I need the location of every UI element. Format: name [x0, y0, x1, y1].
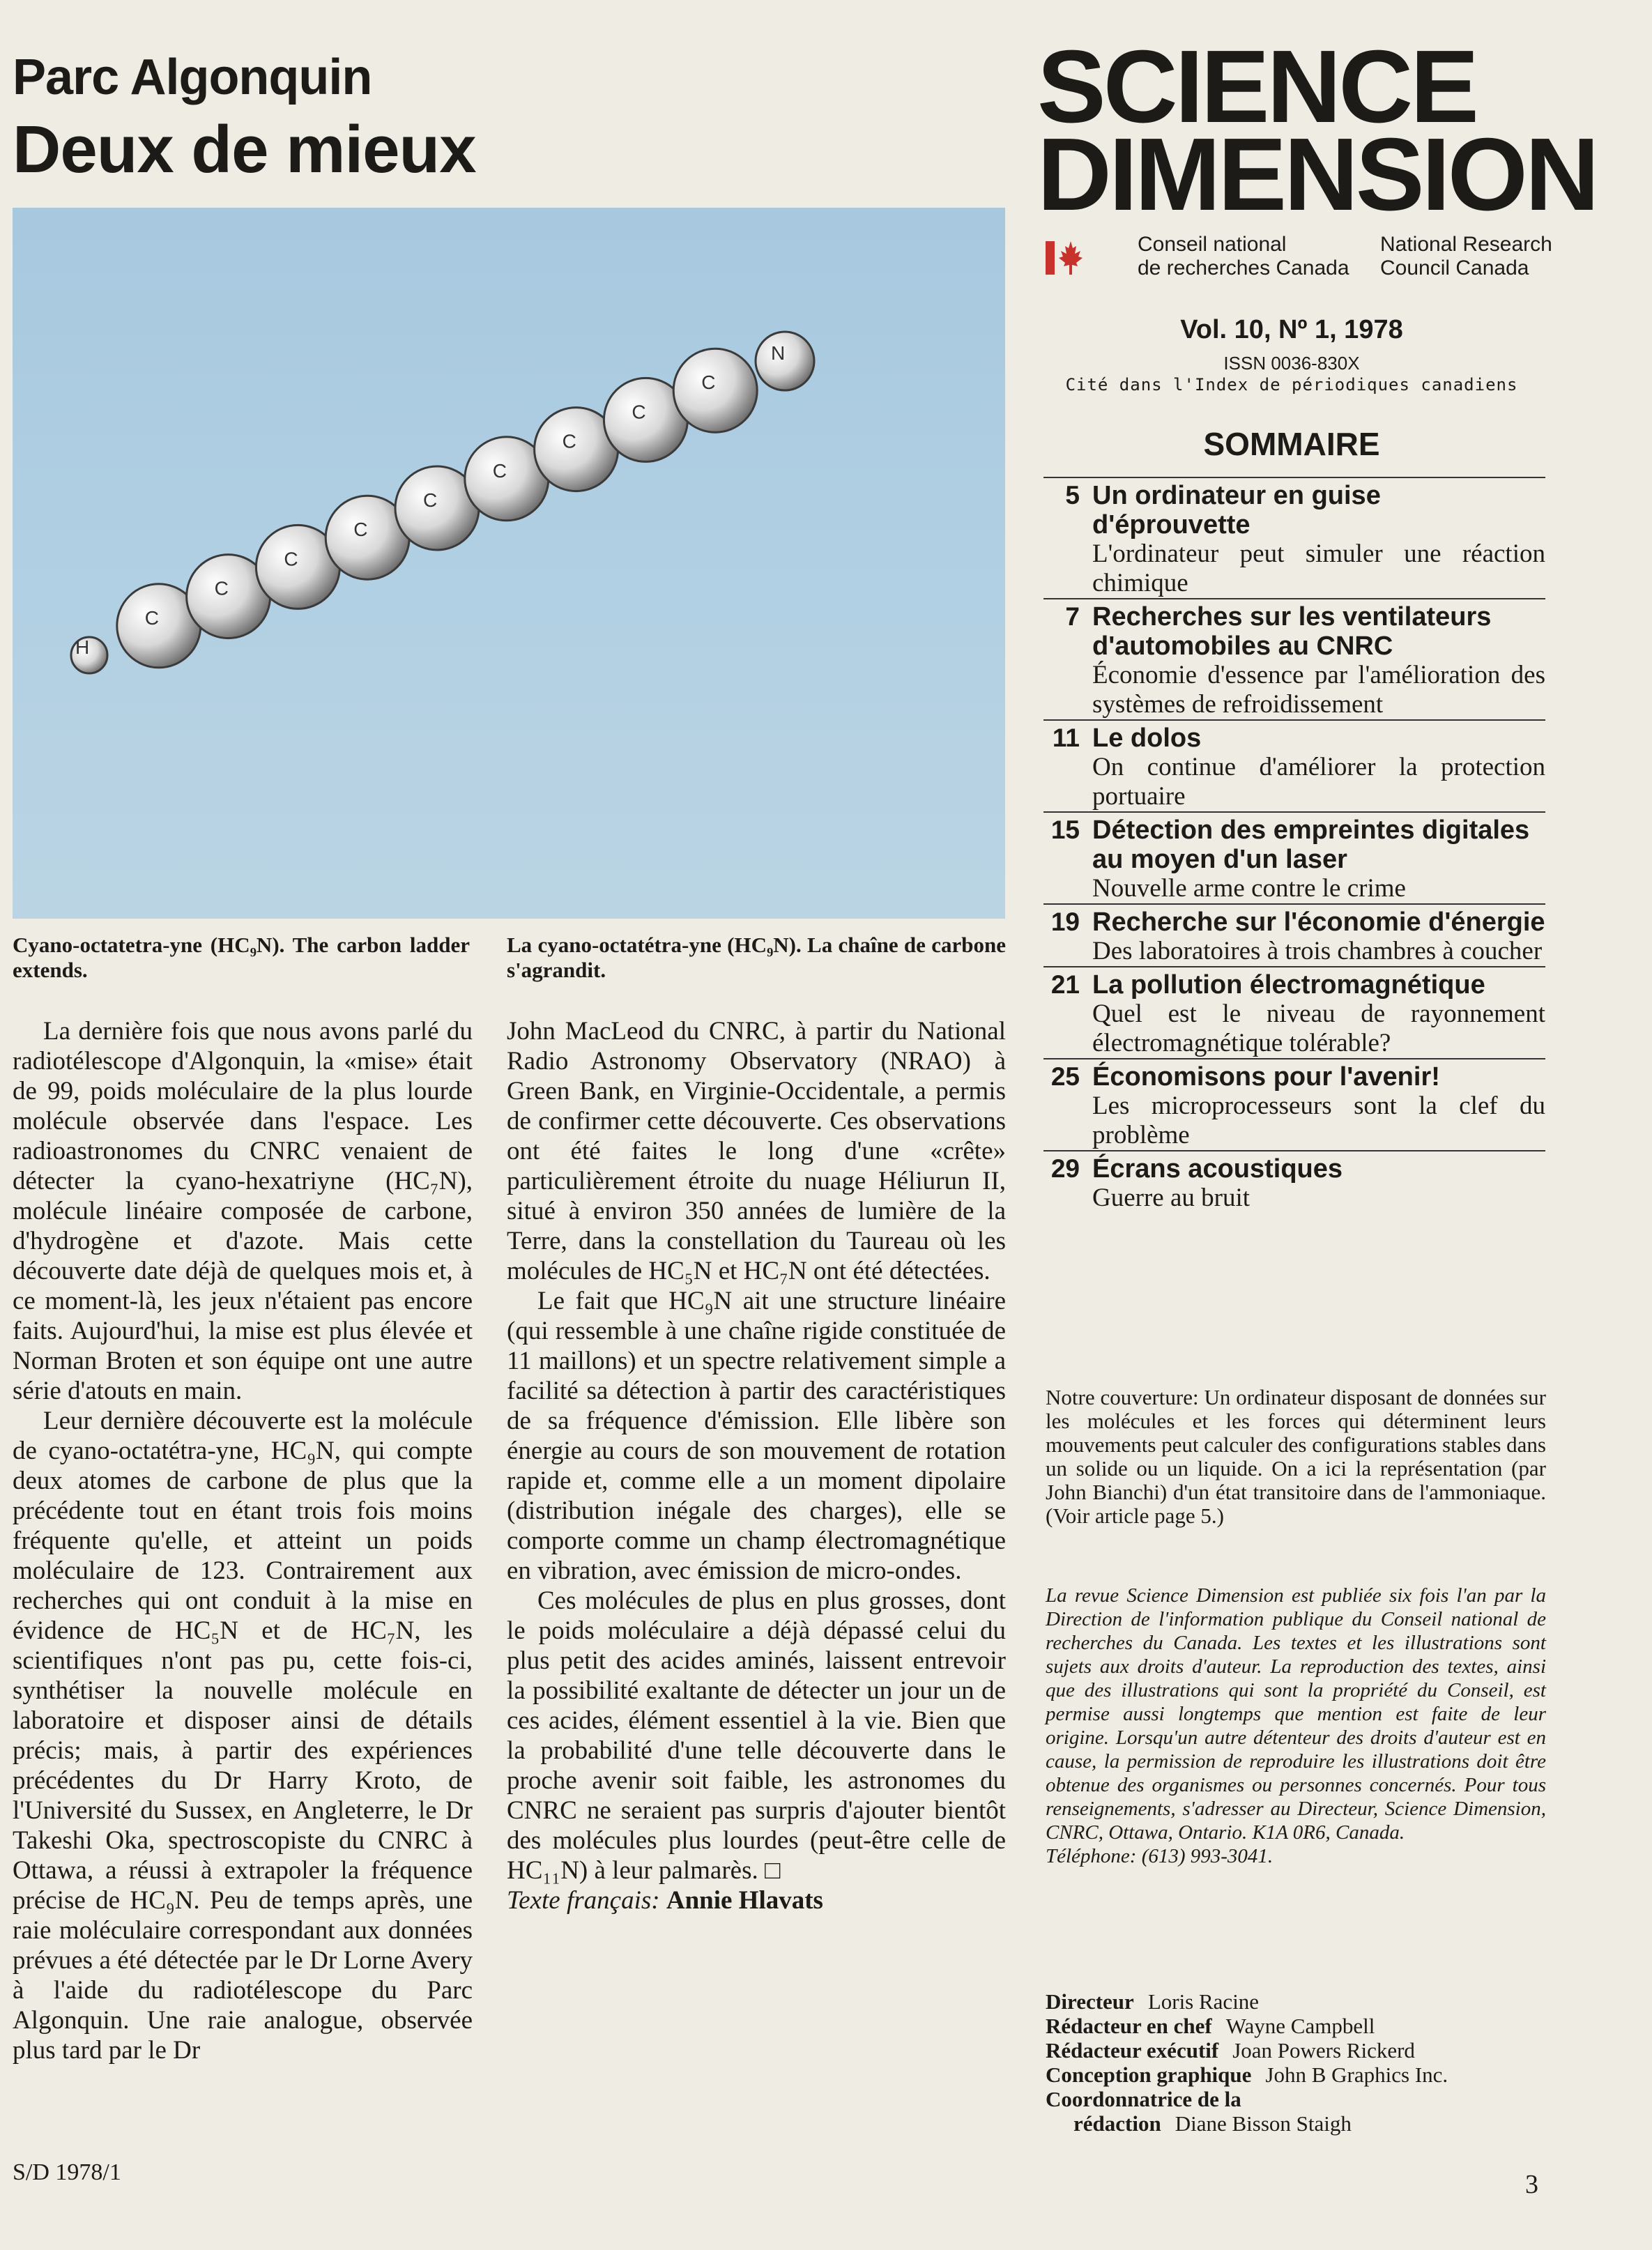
molecule-chain [13, 208, 1005, 919]
masthead [1037, 29, 1597, 232]
toc-description: Les microprocesseurs sont la clef du problème [1092, 1092, 1545, 1149]
translator-credit [507, 1885, 1006, 1915]
nrc-fr-line: Conseil national [1138, 233, 1287, 256]
cover-note: Notre couverture: Un ordinateur disposant de données sur les molécules et les forces qui déterminent leurs mouvements peut calculer des configurations stables dans un solide ou un liquide. On a ici la représentation (par John Bianchi) d'un état transitoire dans de l'ammoniaque. (Voir article page 5.) [1046, 1385, 1546, 1528]
canada-flag-icon [1046, 240, 1083, 276]
toc-item[interactable] [1043, 477, 1545, 598]
toc-page-number: 19 [1050, 908, 1080, 936]
toc-page-number: 21 [1050, 970, 1080, 999]
toc-entry [1092, 816, 1545, 903]
svg-text:C: C [423, 489, 438, 511]
toc-title: La pollution électromagnétique [1092, 970, 1485, 1000]
credit-name: Joan Powers Rickerd [1232, 2038, 1415, 2062]
atom-n [756, 332, 814, 390]
caption-french: La cyano-octatétra-yne (HC₉N). La chaîne de carbone s'agrandit. [507, 933, 1006, 982]
toc-entry [1092, 1062, 1545, 1150]
toc-page-number: 25 [1050, 1062, 1080, 1091]
credit-name: Diane Bisson Staigh [1175, 2111, 1352, 2136]
article-paragraph: Le fait que HC₉N ait une structure linéaire (qui ressemble à une chaîne rigide constituée de 11 maillons) et un spectre relativement simple a facilité sa détection à partir des caractéristiques de sa fréquence d'émission. Elle libère son énergie au cours de son mouvement de rotation rapide et, comme elle a un moment dipolaire (distribution inégale des charges), elle se comporte comme un champ électromagnétique en vibration, avec émission de micro-ondes. [507, 1287, 1006, 1585]
toc-title: Un ordinateur en guise d'éprouvette [1092, 481, 1381, 539]
toc-entry [1092, 970, 1545, 1058]
notice-text: La revue Science Dimension est publiée six fois l'an par la Direction de l'information publique du Conseil national de recherches du Canada. Les textes et les illustrations sont sujets aux droits d'auteur. La reproduction des textes, ainsi que des illustrations qui sont la propriété du Conseil, est permise aussi longtemps que mention est faite de leur origine. Lorsqu'un autre détenteur des droits d'auteur est en cause, la permission de reproduire les illustrations doit être obtenue des organismes ou personnes concernés. Pour tous renseignements, s'adresser au Directeur, Science Dimension, CNRC, Ottawa, Ontario. K1A 0R6, Canada. [1046, 1584, 1546, 1844]
index-note: Cité dans l'Index de périodiques canadiens [1065, 375, 1518, 395]
toc-item[interactable] [1043, 966, 1545, 1058]
credit-role: Coordonnatrice de la [1046, 2087, 1241, 2111]
nrc-en-line: National Research [1380, 233, 1552, 256]
masthead-line-2: DIMENSION [1037, 117, 1597, 232]
toc-entry [1092, 481, 1545, 598]
article-column-2 [507, 1016, 1006, 1915]
toc-item[interactable] [1043, 811, 1545, 903]
toc-description: On continue d'améliorer la protection portuaire [1092, 753, 1545, 811]
credit-role: Conception graphique [1046, 2062, 1252, 2087]
nrc-en-line: Council Canada [1380, 257, 1529, 280]
caption-english: Cyano-octatetra-yne (HC₉N). The carbon ladder extends. [13, 933, 470, 982]
toc-page-number: 5 [1065, 481, 1080, 510]
toc-page-number: 7 [1065, 602, 1080, 631]
article-headline: Deux de mieux [13, 112, 476, 187]
table-of-contents [1043, 477, 1545, 1213]
credit-name: John B Graphics Inc. [1265, 2062, 1448, 2087]
translator-name: Annie Hlavats [666, 1886, 823, 1915]
toc-page-number: 15 [1050, 816, 1080, 844]
svg-text:C: C [214, 577, 229, 599]
toc-heading: SOMMAIRE [1203, 426, 1380, 462]
svg-text:C: C [701, 372, 716, 394]
toc-item[interactable] [1043, 719, 1545, 811]
credit-line [1046, 2014, 1561, 2038]
svg-text:C: C [492, 459, 507, 482]
article-paragraph: John MacLeod du CNRC, à partir du National Radio Astronomy Observatory (NRAO) à Green Bank, en Virginie-Occidentale, a permis de confirmer cette découverte. Ces observations ont été faites le long d'une «crête» particulièrement étroite du nuage Héliurun II, situé à environ 350 années de lumière de la Terre, dans la constellation du Taureau où les molécules de HC₅N et HC₇N ont été détectées. [507, 1017, 1006, 1285]
section-kicker: Parc Algonquin [13, 49, 372, 105]
toc-entry [1092, 724, 1545, 811]
svg-text:H: H [75, 636, 90, 658]
atom-h [71, 636, 107, 673]
credit-role: Directeur [1046, 1989, 1134, 2014]
credit-line [1046, 2038, 1561, 2062]
toc-item[interactable] [1043, 1150, 1545, 1213]
nrc-name-french [1138, 233, 1349, 280]
staff-credits [1046, 1989, 1561, 2136]
credit-line [1046, 1989, 1561, 2014]
toc-title: Détection des empreintes digitales au moyen d'un laser [1092, 816, 1530, 874]
svg-text:C: C [632, 401, 646, 423]
credit-line [1046, 2062, 1561, 2087]
toc-title: Économisons pour l'avenir! [1092, 1062, 1440, 1092]
publication-notice [1046, 1584, 1546, 1868]
toc-title: Recherches sur les ventilateurs d'automobiles au CNRC [1092, 602, 1492, 661]
toc-entry [1092, 908, 1545, 966]
toc-item[interactable] [1043, 598, 1545, 719]
notice-phone: Téléphone: (613) 993-3041. [1046, 1845, 1274, 1867]
volume-info: Vol. 10, Nº 1, 1978 [1180, 315, 1403, 344]
toc-entry [1092, 1154, 1545, 1213]
page-number: 3 [1525, 2170, 1538, 2199]
toc-item[interactable] [1043, 1058, 1545, 1150]
toc-entry [1092, 602, 1545, 719]
article-column-1 [13, 1016, 473, 2065]
toc-description: Économie d'essence par l'amélioration des systèmes de refroidissement [1092, 661, 1545, 719]
masthead-line-1: SCIENCE [1037, 29, 1476, 144]
toc-description: L'ordinateur peut simuler une réaction chimique [1092, 539, 1545, 597]
toc-item[interactable] [1043, 903, 1545, 966]
article-paragraph: Leur dernière découverte est la molécule de cyano-octatétra-yne, HC₉N, qui compte deux atomes de carbone de plus que la précédente tout en étant trois fois moins fréquente qu'elle, et atteint un poids moléculaire de 123. Contrairement aux recherches qui ont conduit à la mise en évidence de HC₅N et de HC₇N, les scientifiques n'ont pas pu, cette fois-ci, synthétiser la nouvelle molécule en laboratoire et disposer ainsi de détails précis; mais, à partir des expériences précédentes du Dr Harry Kroto, de l'Université du Sussex, en Angleterre, le Dr Takeshi Oka, spectroscopiste du CNRC à Ottawa, a réussi à extrapoler la fréquence précise de HC₉N. Peu de temps après, une raie moléculaire correspondant aux données prévues a été détectée par le Dr Lorne Avery à l'aide du radiotélescope du Parc Algonquin. Une raie analogue, observée plus tard par le Dr [13, 1407, 473, 2065]
translator-label: Texte français: [507, 1886, 660, 1915]
atom-c [673, 349, 757, 432]
svg-text:C: C [284, 548, 298, 570]
credit-role: Rédacteur en chef [1046, 2014, 1212, 2038]
issn: ISSN 0036-830X [1223, 353, 1360, 374]
toc-page-number: 11 [1052, 724, 1080, 752]
credit-line [1046, 2087, 1561, 2111]
toc-description: Nouvelle arme contre le crime [1092, 874, 1406, 903]
toc-page-number: 29 [1050, 1154, 1080, 1183]
svg-text:C: C [144, 606, 160, 629]
toc-description: Des laboratoires à trois chambres à coucher [1092, 937, 1543, 965]
svg-text:C: C [562, 430, 576, 452]
nrc-fr-line: de recherches Canada [1138, 257, 1349, 280]
toc-title: Écrans acoustiques [1092, 1154, 1343, 1184]
credit-line [1046, 2111, 1561, 2136]
nrc-name-english [1380, 233, 1552, 280]
credit-name: Wayne Campbell [1225, 2014, 1375, 2038]
issue-footer: S/D 1978/1 [13, 2159, 121, 2185]
toc-description: Guerre au bruit [1092, 1184, 1251, 1212]
article-paragraph: La dernière fois que nous avons parlé du radiotélescope d'Algonquin, la «mise» était de 99, poids moléculaire de la plus lourde molécule observée dans l'espace. Les radioastronomes du CNRC venaient de détecter la cyano-hexatriyne (HC₇N), molécule linéaire composée de carbone, d'hydrogène et d'azote. Mais cette découverte date déjà de quelques mois et, à ce moment-là, les jeux n'étaient pas encore faits. Aujourd'hui, la mise est plus élevée et Norman Broten et son équipe ont une autre série d'atouts en main. [13, 1017, 473, 1405]
svg-text:C: C [353, 519, 368, 541]
svg-text:N: N [771, 342, 786, 364]
molecule-illustration [13, 208, 1005, 919]
toc-description: Quel est le niveau de rayonnement électromagnétique tolérable? [1092, 1000, 1545, 1057]
article-paragraph: Ces molécules de plus en plus grosses, dont le poids moléculaire a déjà dépassé celui du plus petit des acides aminés, laissent entrevoir la possibilité exaltante de détecter un jour un de ces acides, élément essentiel à la vie. Bien que la probabilité d'une telle découverte dans le proche avenir soit faible, les astronomes du CNRC ne seraient pas surpris d'ajouter bientôt des molécules plus lourdes (peut-être celle de HC₁₁N) à leur palmarès. □ [507, 1586, 1006, 1885]
toc-title: Recherche sur l'économie d'énergie [1092, 908, 1545, 937]
toc-title: Le dolos [1092, 724, 1202, 753]
credit-name: Loris Racine [1147, 1989, 1260, 2014]
credit-role: rédaction [1073, 2111, 1161, 2136]
credit-role: Rédacteur exécutif [1046, 2038, 1219, 2062]
